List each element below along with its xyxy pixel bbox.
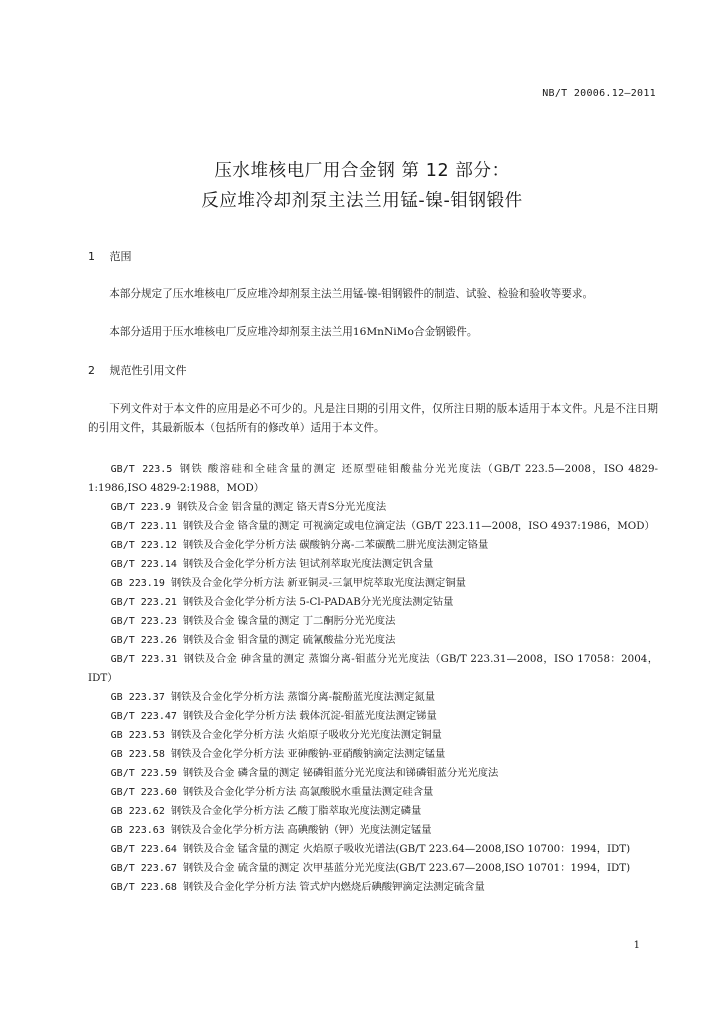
title-line-1: 压水堆核电厂用合金钢 第 12 部分： [214, 161, 510, 181]
reference-title: 钢铁及合金化学分析方法 蒸馏分离-靛酚蓝光度法测定氮量 [170, 691, 436, 703]
reference-title: 钢铁及合金化学分析方法 碳酸钠分离-二苯碳酰二肼光度法测定铬量 [182, 539, 489, 551]
reference-code: GB 223.62 [110, 806, 165, 817]
reference-code: GB/T 223.67 [110, 863, 177, 874]
reference-item [88, 612, 658, 631]
title-line-2: 反应堆冷却剂泵主法兰用锰-镍-钼钢锻件 [201, 191, 523, 211]
section-title: 范围 [109, 250, 132, 263]
reference-code: GB/T 223.9 [110, 502, 171, 513]
reference-item [88, 859, 658, 878]
reference-item [88, 555, 658, 574]
reference-code: GB 223.58 [110, 749, 165, 760]
reference-code: GB/T 223.11 [110, 521, 177, 532]
reference-code: GB/T 223.14 [110, 559, 177, 570]
scope-paragraph-1: 本部分规定了压水堆核电厂反应堆冷却剂泵主法兰用锰-镍-钼钢锻件的制造、试验、检验和验收等要求。 [109, 288, 594, 300]
reference-title: 钢铁及合金化学分析方法 5-Cl-PADAB分光光度法测定钴量 [182, 596, 454, 608]
section-heading-normative-references [88, 362, 187, 378]
reference-title: 钢铁及合金化学分析方法 亚砷酸钠-亚硝酸钠滴定法测定锰量 [170, 748, 446, 760]
reference-code: GB 223.63 [110, 825, 165, 836]
reference-title: 钢铁及合金 磷含量的测定 铋磷钼蓝分光光度法和锑磷钼蓝分光光度法 [182, 767, 499, 779]
reference-title: 钢铁及合金化学分析方法 管式炉内燃烧后碘酸钾滴定法测定硫含量 [182, 881, 485, 893]
reference-title: 钢铁及合金化学分析方法 高碘酸钠（钾）光度法测定锰量 [170, 824, 432, 836]
references-intro-paragraph: 下列文件对于本文件的应用是必不可少的。凡是注日期的引用文件，仅所注日期的版本适用于本文件。凡是不注日期的引用文件，其最新版本（包括所有的修改单）适用于本文件。 [88, 403, 658, 434]
reference-code: GB 223.37 [110, 692, 165, 703]
document-title [0, 156, 724, 216]
scope-paragraph-2: 本部分适用于压水堆核电厂反应堆冷却剂泵主法兰用16MnNiMo合金钢锻件。 [109, 326, 478, 338]
reference-item [88, 878, 658, 897]
reference-title: 钢铁及合金 铝含量的测定 铬天青S分光光度法 [176, 501, 387, 513]
reference-title: 钢铁及合金 钼含量的测定 硫氰酸盐分光光度法 [182, 634, 396, 646]
reference-title: 钢铁及合金化学分析方法 火焰原子吸收分光光度法测定铜量 [170, 729, 442, 741]
reference-title: 钢铁及合金化学分析方法 乙酸丁脂萃取光度法测定磷量 [170, 805, 422, 817]
reference-title: 钢铁及合金 铬含量的测定 可视滴定或电位滴定法（GB/T 223.11—2008，ISO 4937:1986，MOD） [182, 520, 655, 532]
reference-code: GB/T 223.64 [110, 844, 177, 855]
reference-item [88, 650, 658, 688]
reference-code: GB 223.19 [110, 578, 165, 589]
reference-item [88, 631, 658, 650]
reference-item [88, 460, 658, 498]
section-number: 1 [88, 250, 95, 263]
reference-item [88, 783, 658, 802]
reference-code: GB/T 223.21 [110, 597, 177, 608]
reference-title: 钢铁及合金化学分析方法 钽试剂萃取光度法测定钒含量 [182, 558, 434, 570]
reference-item [88, 574, 658, 593]
reference-code: GB/T 223.47 [110, 711, 177, 722]
reference-code: GB/T 223.5 [110, 464, 173, 475]
reference-item [88, 688, 658, 707]
reference-code: GB/T 223.31 [110, 654, 178, 665]
reference-title: 钢铁及合金 镍含量的测定 丁二酮肟分光光度法 [182, 615, 396, 627]
standard-code: NB/T 20006.12—2011 [542, 88, 656, 99]
reference-title: 钢铁及合金 硫含量的测定 次甲基蓝分光光度法(GB/T 223.67—2008,ISO 10701：1994，IDT) [182, 862, 631, 874]
reference-item [88, 517, 658, 536]
reference-title: 钢铁及合金 砷含量的测定 蒸馏分离-钼蓝分光光度法（GB/T 223.31—2008，ISO 17058：2004，IDT） [88, 653, 658, 684]
page-number: 1 [633, 940, 640, 951]
reference-item [88, 498, 658, 517]
reference-item [88, 593, 658, 612]
section-title: 规范性引用文件 [109, 364, 187, 377]
reference-code: GB/T 223.23 [110, 616, 177, 627]
reference-title: 钢铁及合金 锰含量的测定 火焰原子吸收光谱法(GB/T 223.64—2008,ISO 10700：1994，IDT) [182, 843, 631, 855]
reference-item [88, 536, 658, 555]
reference-item [88, 726, 658, 745]
reference-title: 钢铁及合金化学分析方法 新亚铜灵-三氯甲烷萃取光度法测定铜量 [170, 577, 466, 589]
reference-code: GB/T 223.26 [110, 635, 177, 646]
reference-item [88, 840, 658, 859]
section-number: 2 [88, 364, 95, 377]
reference-item [88, 821, 658, 840]
reference-code: GB 223.53 [110, 730, 165, 741]
reference-item [88, 764, 658, 783]
reference-code: GB/T 223.60 [110, 787, 177, 798]
reference-title: 钢铁及合金化学分析方法 载体沉淀-钼蓝光度法测定锑量 [182, 710, 437, 722]
reference-item [88, 745, 658, 764]
reference-code: GB/T 223.12 [110, 540, 177, 551]
reference-list [88, 460, 658, 897]
reference-item [88, 707, 658, 726]
reference-title: 钢铁及合金化学分析方法 高氯酸脱水重量法测定硅含量 [182, 786, 434, 798]
reference-title: 钢铁 酸溶硅和全硅含量的测定 还原型硅钼酸盐分光光度法（GB/T 223.5—2008，ISO 4829-1:1986,ISO 4829-2:1988，MOD） [88, 463, 658, 494]
reference-code: GB/T 223.59 [110, 768, 177, 779]
reference-item [88, 802, 658, 821]
reference-code: GB/T 223.68 [110, 882, 177, 893]
section-heading-scope [88, 248, 132, 264]
